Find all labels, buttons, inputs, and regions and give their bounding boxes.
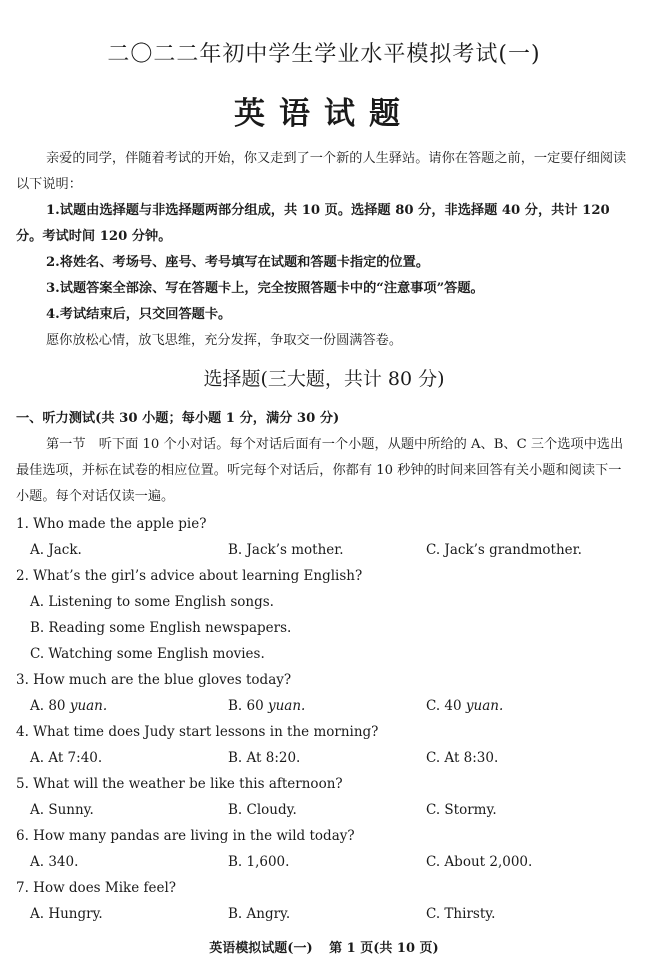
unit-yuan: yuan. bbox=[267, 698, 306, 714]
unit-yuan: yuan. bbox=[69, 698, 108, 714]
question-7: 7. How does Mike feel? bbox=[16, 880, 177, 896]
option-c-value: C. 40 bbox=[426, 698, 462, 714]
part-title: 一、听力测试(共 30 小题；每小题 1 分，满分 30 分) bbox=[16, 411, 340, 426]
options-row-3 bbox=[30, 693, 634, 719]
option-b: B. Angry. bbox=[228, 906, 291, 922]
question-3: 3. How much are the blue gloves today? bbox=[16, 672, 292, 688]
option-c bbox=[426, 693, 503, 719]
question-1: 1. Who made the apple pie? bbox=[16, 516, 207, 532]
option-b: B. 1,600. bbox=[228, 854, 290, 870]
subject-title: 英语试题 bbox=[234, 96, 414, 132]
exam-title: 二〇二二年初中学生学业水平模拟考试(一) bbox=[107, 42, 541, 67]
option-c: C. At 8:30. bbox=[426, 750, 499, 766]
option-b: B. At 8:20. bbox=[228, 750, 301, 766]
option-b: B. Cloudy. bbox=[228, 802, 297, 818]
option-b: B. Reading some English newspapers. bbox=[30, 620, 292, 636]
option-b-value: B. 60 bbox=[228, 698, 264, 714]
options-row-6 bbox=[30, 849, 634, 875]
page-footer bbox=[0, 938, 648, 960]
option-c: C. Stormy. bbox=[426, 802, 497, 818]
option-b: B. Jack’s mother. bbox=[228, 542, 344, 558]
instruction-item-3: 3.试题答案全部涂、写在答题卡上，完全按照答题卡中的“注意事项”答题。 bbox=[46, 281, 484, 296]
option-a: A. At 7:40. bbox=[30, 750, 103, 766]
instruction-item-1: 1.试题由选择题与非选择题两部分组成，共 10 页。选择题 80 分，非选择题 40 分，共计 120 分。考试时间 120 分钟。 bbox=[16, 203, 610, 244]
question-4: 4. What time does Judy start lessons in the morning? bbox=[16, 724, 379, 740]
instructions-closing: 愿你放松心情，放飞思维，充分发挥，争取交一份圆满答卷。 bbox=[46, 333, 403, 348]
footer-page-number: 第 1 页(共 10 页) bbox=[329, 941, 439, 956]
instruction-item-4: 4.考试结束后，只交回答题卡。 bbox=[46, 307, 232, 322]
instruction-item-2: 2.将姓名、考场号、座号、考号填写在试题和答题卡指定的位置。 bbox=[46, 255, 430, 270]
option-c: C. Thirsty. bbox=[426, 906, 496, 922]
option-c: C. Jack’s grandmother. bbox=[426, 542, 582, 558]
option-a: A. Sunny. bbox=[30, 802, 94, 818]
option-a: A. Listening to some English songs. bbox=[30, 594, 274, 610]
options-row-1 bbox=[30, 537, 634, 563]
option-a bbox=[30, 693, 107, 719]
option-a-value: A. 80 bbox=[30, 698, 66, 714]
question-5: 5. What will the weather be like this afternoon? bbox=[16, 776, 343, 792]
options-row-4 bbox=[30, 745, 634, 771]
option-a: A. Jack. bbox=[30, 542, 82, 558]
option-c: C. Watching some English movies. bbox=[30, 646, 265, 662]
options-row-7 bbox=[30, 901, 634, 927]
option-c: C. About 2,000. bbox=[426, 854, 533, 870]
option-a: A. Hungry. bbox=[30, 906, 103, 922]
subsection-intro: 第一节 听下面 10 个小对话。每个对话后面有一个小题，从题中所给的 A、B、C 三个选项中选出最佳选项，并标在试卷的相应位置。听完每个对话后，你都有 10 秒钟的时间来回答有关小题和阅读下一小题。每个对话仅读一遍。 bbox=[16, 437, 624, 504]
question-2: 2. What’s the girl’s advice about learning English? bbox=[16, 568, 363, 584]
unit-yuan: yuan. bbox=[465, 698, 504, 714]
section-title: 选择题(三大题，共计 80 分) bbox=[203, 368, 445, 390]
instructions-intro: 亲爱的同学，伴随着考试的开始，你又走到了一个新的人生驿站。请你在答题之前，一定要仔细阅读以下说明： bbox=[16, 151, 627, 192]
options-row-5 bbox=[30, 797, 634, 823]
question-6: 6. How many pandas are living in the wild today? bbox=[16, 828, 355, 844]
footer-label: 英语模拟试题(一) bbox=[209, 941, 313, 956]
option-b bbox=[228, 693, 305, 719]
option-a: A. 340. bbox=[30, 854, 79, 870]
